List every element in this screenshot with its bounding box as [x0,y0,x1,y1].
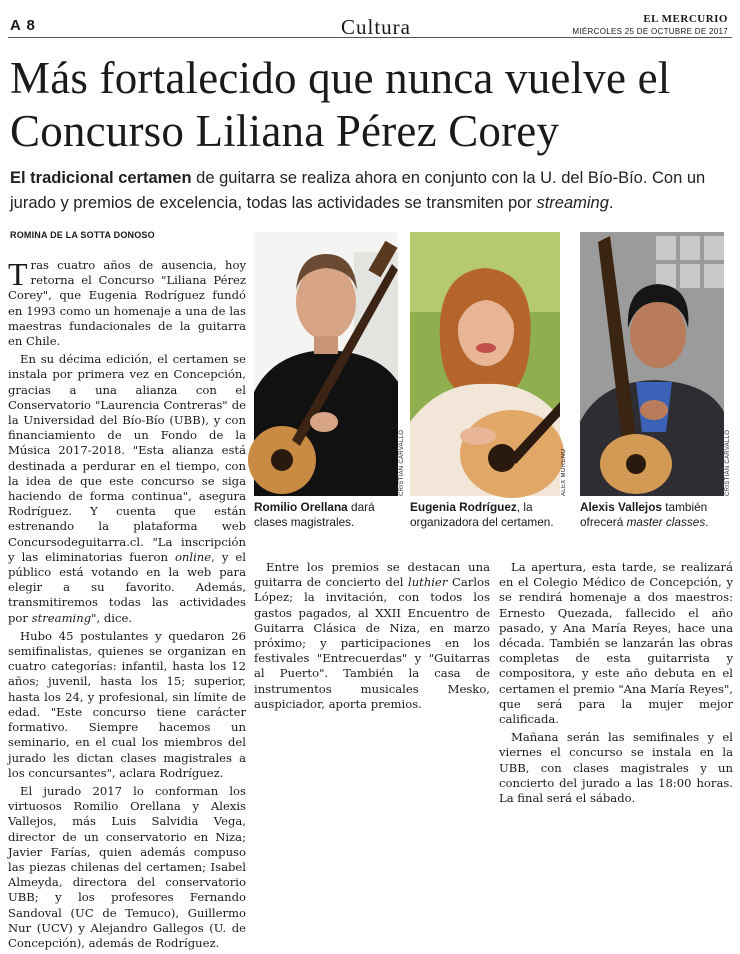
italic-text: streaming [31,610,92,625]
photo-caption [254,500,400,530]
deck-text: de guitarra se realiza ahora en conjunto con la U. del Bío-Bío. Con un jurado y premios de excelencia, todas las actividades se transmiten por [10,169,706,212]
paragraph: Hubo 45 postulantes y quedaron 26 semifinalistas, quienes se organizan en cuatro categorías: infantil, hasta los 12 años; juvenil, hasta los 15; superior, hasta los 24, y profesional, sin límite de edad. "Este concurso tiene carácter formativo. Siempre hacemos un seminario, en el cual los miembros del jurado les dictan clases magistrales a los concursantes", aclara Rodríguez. [8,628,246,780]
paragraph-text: En su décima edición, el certamen se instala por primera vez en Concepción, gracias a una alianza con el Conservatorio "Laurencia Contreras" de la Universidad del Bío-Bío (UBB), y con financiamiento de un Fondo de la Música 2017-2018. "Esta alianza está destinada a perdurar en el tiempo, con la idea de que este concurso se siga haciendo de forma continua", asegura Rodríguez. Y cuenta que están estrenando la plataforma web Concursodeguitarra.cl. "La inscripción y las eliminatorias fueron [8,352,246,564]
caption-name: Alexis Vallejos [580,500,662,514]
article-column-1 [8,258,246,954]
page-number: A 8 [10,17,36,34]
photo-caption [410,500,570,530]
paragraph: El jurado 2017 lo conforman los virtuosos Romilio Orellana y Alexis Vallejos, más Luis Salvidia Vega, director de un conservatorio en Niza; Javier Farías, quien además compuso las piezas chilenas del certamen; Isabel Almeyda, directora del conservatorio UBB; y los profesores Fernando Sandoval (UC de Temuco), Guillermo Nur (UCV) y Alejandro Gallegos (U. de Concepción), además de Rodríguez. [8,783,246,950]
photo-eugenia-rodriguez [410,232,560,496]
paragraph: Mañana serán las semifinales y el viernes el concurso se instala en la UBB, con clases magistrales y un concierto del jurado a las 18:00 horas. La final será el sábado. [499,730,733,806]
caption-text: . [705,515,709,529]
deck [10,166,730,216]
article-column-3 [499,560,733,809]
paragraph-text: ras cuatro años de ausencia, hoy retorna el Concurso "Liliana Pérez Corey", que Eugenia Rodríguez fundó en 1993 como un homenaje a una de las maestras fundacionales de la guitarra en Chile. [8,258,246,349]
paragraph-text: ", dice. [91,610,133,625]
section-title: Cultura [341,15,411,39]
byline: ROMINA DE LA SOTTA DONOSO [10,230,155,240]
paragraph [254,560,490,712]
paragraph-text: Entre los premios se destacan una guitarra de concierto del [254,560,490,590]
headline: Más fortalecido que nunca vuelve el Concurso Liliana Pérez Corey [10,53,671,156]
italic-text: luthier [408,575,448,590]
caption-name: Eugenia Rodríguez [410,500,517,514]
paragraph: La apertura, esta tarde, se realizará en el Colegio Médico de Concepción, y se rendirá homenaje a dos maestros: Ernesto Quezada, fallecido el año pasado, y Ana María Reyes, hace una década. También se lanzarán las obras completas de esta guitarrista y compositora, y este año debuta en el certamen el premio "Ana María Reyes", que será para la mujer mejor calificada. [499,560,733,727]
paragraph [8,352,246,626]
photo-caption [580,500,730,530]
italic-text: online [174,549,212,564]
dateline: MIÉRCOLES 25 DE OCTUBRE DE 2017 [572,27,728,36]
paragraph-text: Carlos López; la invitación, con todos los gastos pagados, al XXII Encuentro de Guitarra Clásica de Niza, en marzo próximo; y participaciones en los festivales "Entrecuerdas" y "Guitarras al Puerto". También la casa de instrumentos musicales Mesko, auspiciador, aporta premios. [254,575,490,711]
paragraph [8,258,246,349]
photo-alexis-vallejos [580,232,724,496]
caption-text: dará clases magistrales. [254,500,375,529]
paragraph-text: , y el público está votando en la web para elegir a su favorito. Además, transmitiremos todas las actividades por [8,549,246,625]
caption-text: también ofrecerá [580,500,708,529]
photo-credit: CRISTIÁN CARVALLO [399,429,405,496]
caption-italic: master classes [626,515,706,529]
page-header [8,8,732,38]
photo-credit: ALEX MORENO [561,448,567,496]
deck-italic: streaming [536,194,609,212]
masthead-logo: EL MERCURIO [643,13,728,25]
caption-name: Romilio Orellana [254,500,348,514]
photo-romilio-orellana [254,232,398,496]
article-column-2 [254,560,490,715]
drop-cap: T [8,256,28,292]
deck-period: . [608,194,614,212]
photo-credit: CRISTIÁN CARVALLO [725,429,731,496]
caption-text: , la organizadora del certamen. [410,500,554,529]
deck-lead: El tradicional certamen [10,169,192,187]
